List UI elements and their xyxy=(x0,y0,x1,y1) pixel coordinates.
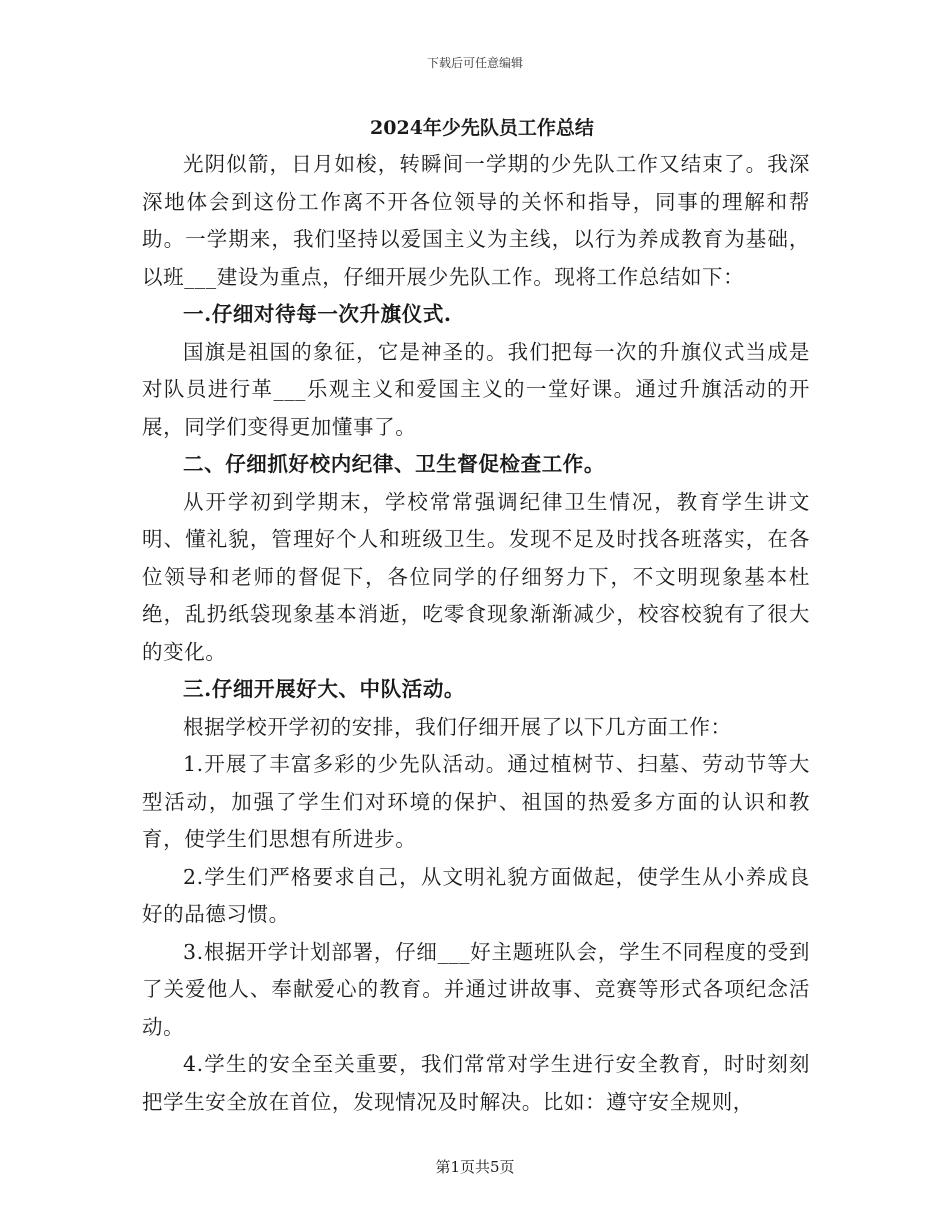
list-item-4: 4.学生的安全至关重要，我们常常对学生进行安全教育，时时刻刻把学生安全放在首位，发现情况及时解决。比如：遵守安全规则， xyxy=(142,1052,810,1114)
document-body xyxy=(142,112,810,1121)
section-heading-2: 二、仔细抓好校内纪律、卫生督促检查工作。 xyxy=(183,452,605,476)
list-item-3: 3.根据开学计划部署，仔细___好主题班队会，学生不同程度的受到了关爱他人、奉献爱心的教育。并通过讲故事、竞赛等形式各项纪念活动。 xyxy=(142,939,810,1039)
intro-paragraph: 光阴似箭，日月如梭，转瞬间一学期的少先队工作又结束了。我深深地体会到这份工作离不开各位领导的关怀和指导，同事的理解和帮助。一学期来，我们坚持以爱国主义为主线，以行为养成教育为基础，以班___建设为重点，仔细开展少先队工作。现将工作总结如下： xyxy=(142,152,810,289)
page-header-note: 下载后可任意编辑 xyxy=(426,56,523,70)
section-1-paragraph: 国旗是祖国的象征，它是神圣的。我们把每一次的升旗仪式当成是对队员进行革___乐观主义和爱国主义的一堂好课。通过升旗活动的开展，同学们变得更加懂事了。 xyxy=(142,339,810,439)
list-item-1: 1.开展了丰富多彩的少先队活动。通过植树节、扫墓、劳动节等大型活动，加强了学生们对环境的保护、祖国的热爱多方面的认识和教育，使学生们思想有所进步。 xyxy=(142,752,810,851)
section-2-paragraph: 从开学初到学期末，学校常常强调纪律卫生情况，教育学生讲文明、懂礼貌，管理好个人和班级卫生。发现不足及时找各班落实，在各位领导和老师的督促下，各位同学的仔细努力下，不文明现象基本杜绝，乱扔纸袋现象基本消逝，吃零食现象渐渐减少，校容校貌有了很大的变化。 xyxy=(142,489,810,664)
section-heading-3: 三.仔细开展好大、中队活动。 xyxy=(183,677,466,701)
list-item-2: 2.学生们严格要求自己，从文明礼貌方面做起，使学生从小养成良好的品德习惯。 xyxy=(142,864,810,926)
document-title: 2024年少先队员工作总结 xyxy=(370,117,594,139)
section-heading-1: 一.仔细对待每一次升旗仪式. xyxy=(183,302,452,326)
section-3-intro: 根据学校开学初的安排，我们仔细开展了以下几方面工作： xyxy=(183,714,732,739)
page-number-footer: 第1页共5页 xyxy=(435,1158,515,1176)
